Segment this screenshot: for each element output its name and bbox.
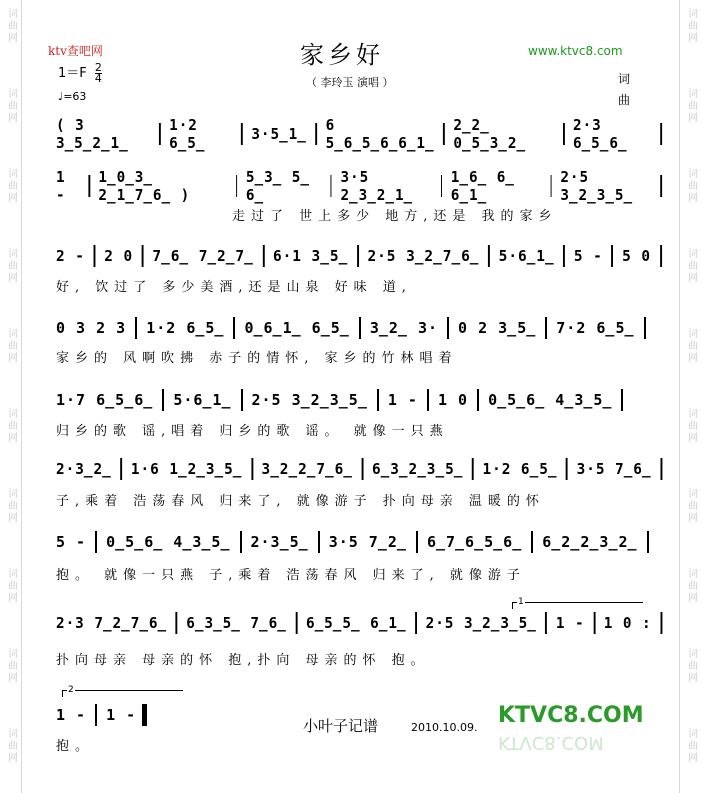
measure: 7̲6̲ 7̲2̲7̲ [152, 247, 254, 265]
watermark-text: 词曲网 [5, 168, 17, 204]
watermark-text: 词曲网 [5, 568, 17, 604]
lyric-line: 抱。 就像一只燕 子,乘着 浩荡春风 归来了, 就像游子 [56, 568, 526, 583]
measure: 5̲3̲ 5̲ 6̲ [245, 168, 310, 204]
barline [359, 317, 361, 339]
lyricist-label: 词 [618, 72, 631, 86]
barline [441, 175, 443, 197]
measure: 3·5 7̲6̲ [576, 460, 652, 478]
barline [159, 123, 161, 145]
barline [233, 317, 235, 339]
measure: 3·5̲1̲ [251, 125, 307, 143]
measure: 2·5 3̲2̲3̲5̲ [425, 614, 537, 632]
measure: 3̲2̲2̲7̲6̲ [261, 460, 353, 478]
key-label: 1＝F [58, 66, 87, 81]
measure: 2·5 3̲2̲3̲5̲ [251, 391, 368, 409]
measure: 1·2 6̲5̲ [146, 319, 225, 337]
measure: 2 0 [104, 247, 134, 265]
measure: 3̲2̲ 3· [369, 319, 439, 337]
lyric-line: 家乡的 风啊吹拂 赤子的情怀, 家乡的竹林唱着 [56, 351, 458, 366]
site-logo: KTVC8.COM [498, 703, 644, 728]
barline [611, 245, 613, 267]
watermark-text: 词曲网 [685, 408, 697, 444]
barline [488, 245, 490, 267]
measure: 1·7 6̲5̲6̲ [56, 391, 154, 409]
measure: 1·2 6̲5̲ [482, 460, 558, 478]
measure: 2·3 7̲2̲7̲6̲ [56, 614, 168, 632]
measure: 1 - [106, 706, 137, 724]
watermark-text: 词曲网 [5, 488, 17, 524]
barline [447, 317, 449, 339]
measure: 0 3 2 3 [56, 319, 127, 337]
measure: 1·2 6̲5̲ [169, 116, 206, 152]
measure: 3·5 7̲2̲ [328, 533, 407, 551]
barline [95, 531, 97, 553]
measure: 1 0 : [603, 614, 652, 632]
site-logo-reflection: KTVC8.COM [498, 732, 604, 753]
time-signature [95, 63, 102, 84]
measure: 6 5̲6̲5̲6̲6̲1̲ [325, 116, 435, 152]
second-ending-bracket [62, 685, 183, 697]
notation-row [56, 168, 671, 204]
watermark-text: 词曲网 [5, 408, 17, 444]
barline [315, 123, 317, 145]
measure: 0̲5̲6̲ 4̲3̲5̲ [106, 533, 231, 551]
barline [621, 389, 623, 411]
barline [142, 704, 147, 726]
transcriber-credit: 小叶子记谱 [303, 717, 379, 735]
barline [295, 612, 297, 634]
notation-row [56, 611, 671, 635]
watermark-text: 词曲网 [685, 728, 697, 764]
right-watermark-column [679, 0, 701, 793]
measure: 2·3̲5̲ [250, 533, 309, 551]
barline [318, 531, 320, 553]
source-site-label: ktv查吧网 [48, 44, 103, 58]
measure: 1 0 [437, 391, 469, 409]
barline [563, 123, 565, 145]
barline [176, 612, 178, 634]
barline [566, 458, 568, 480]
measure: 6̲2̲2̲3̲2̲ [542, 533, 638, 551]
barline [443, 123, 445, 145]
notation-row [56, 388, 632, 412]
barline [94, 245, 96, 267]
transcription-date: 2010.10.09. [411, 721, 478, 734]
measure: 1 - [56, 706, 87, 724]
barline [88, 175, 90, 197]
watermark-text: 词曲网 [685, 488, 697, 524]
barline [240, 531, 242, 553]
barline [563, 245, 565, 267]
barline [593, 612, 595, 634]
website-url[interactable]: www.ktvc8.com [528, 44, 623, 58]
lyric-line: 子,乘着 浩荡春风 归来了, 就像游子 扑向母亲 温暖的怀 [56, 494, 545, 509]
measure: 3·5 2̲3̲2̲1̲ [340, 168, 414, 204]
barline [162, 389, 164, 411]
barline [357, 245, 359, 267]
measure: 5·6̲1̲ [498, 247, 555, 265]
measure: 2·5 3̲2̲7̲6̲ [367, 247, 480, 265]
measure: 1̲0̲3̲ 2̲1̲7̲6̲ ) [98, 168, 191, 204]
barline [95, 704, 97, 726]
measure: 6̲7̲6̲5̲6̲ [426, 533, 523, 551]
measure: 5 - [56, 533, 87, 551]
measure: 5 - [573, 247, 603, 265]
measure: ( 3 3̲5̲2̲1̲ [56, 116, 129, 152]
second-ending-number: 2 [68, 685, 74, 695]
lyric-line: 走过了 世上多少 地方,还是 我的家乡 [232, 209, 558, 224]
measure: 1·6 1̲2̲3̲5̲ [130, 460, 243, 478]
notation-row [56, 703, 147, 727]
measure: 1̲6̲ 6̲ 6̲1̲ [450, 168, 515, 204]
lyric-line: 扑向母亲 母亲的怀 抱,扑向 母亲的怀 抱。 [56, 653, 430, 668]
left-watermark-column [0, 0, 22, 793]
measure: 0̲6̲1̲ 6̲5̲ [244, 319, 350, 337]
barline [660, 612, 662, 634]
barline [241, 389, 243, 411]
meter-bottom: 4 [94, 72, 102, 85]
meter-top: 2 [94, 61, 102, 74]
key-signature [58, 62, 102, 84]
measure: 5·6̲1̲ [173, 391, 232, 409]
watermark-text: 词曲网 [685, 328, 697, 364]
barline [550, 175, 552, 197]
measure: 7·2 6̲5̲ [556, 319, 635, 337]
watermark-text: 词曲网 [685, 168, 697, 204]
measure: 2 - [56, 247, 85, 265]
barline [644, 317, 646, 339]
barline [262, 245, 264, 267]
watermark-text: 词曲网 [5, 248, 17, 284]
barline [661, 175, 663, 197]
notation-row [56, 457, 671, 481]
measure: 5 0 [622, 247, 652, 265]
barline [120, 458, 122, 480]
barline [660, 458, 662, 480]
barline [415, 612, 417, 634]
barline [545, 612, 547, 634]
measure: 6̲3̲5̲ 7̲6̲ [186, 614, 287, 632]
watermark-text: 词曲网 [5, 88, 17, 124]
measure: 2̲2̲ 0̲5̲3̲2̲ [453, 116, 527, 152]
barline [377, 389, 379, 411]
barline [660, 123, 662, 145]
watermark-text: 词曲网 [685, 248, 697, 284]
barline [251, 458, 253, 480]
barline [416, 531, 418, 553]
measure: 2·3 6̲5̲6̲ [573, 116, 628, 152]
barline [241, 123, 243, 145]
first-ending-bracket [512, 597, 643, 609]
watermark-text: 词曲网 [685, 88, 697, 124]
barline [472, 458, 474, 480]
barline [477, 389, 479, 411]
notation-row [56, 316, 655, 340]
barline [236, 175, 238, 197]
measure: 2·5 3̲2̲3̲5̲ [560, 168, 634, 204]
measure: 1 - [387, 391, 418, 409]
barline [330, 175, 332, 197]
tempo-marking: ♩=63 [58, 90, 87, 103]
barline [427, 389, 429, 411]
watermark-text: 词曲网 [5, 8, 17, 44]
barline [142, 245, 144, 267]
measure: 0 2 3̲5̲ [458, 319, 537, 337]
measure: 6̲3̲2̲3̲5̲ [372, 460, 464, 478]
measure: 6·1 3̲5̲ [272, 247, 349, 265]
singer-credit: （ 李玲玉 演唱 ） [306, 76, 394, 89]
barline [545, 317, 547, 339]
watermark-text: 词曲网 [5, 728, 17, 764]
notation-row [56, 116, 671, 152]
lyric-line: 好, 饮过了 多少美酒,还是山泉 好味 道, [56, 280, 412, 295]
watermark-text: 词曲网 [5, 648, 17, 684]
song-title: 家乡好 [300, 41, 384, 69]
barline [660, 245, 662, 267]
composer-label: 曲 [618, 93, 631, 107]
watermark-text: 词曲网 [685, 568, 697, 604]
measure: 1 - [555, 614, 585, 632]
watermark-text: 词曲网 [685, 8, 697, 44]
measure: 0̲5̲6̲ 4̲3̲5̲ [488, 391, 613, 409]
barline [361, 458, 363, 480]
measure: 6̲5̲5̲ 6̲1̲ [305, 614, 407, 632]
barline [135, 317, 137, 339]
lyric-line: 归乡的歌 谣,唱着 归乡的歌 谣。 就像一只燕 [56, 424, 449, 439]
watermark-text: 词曲网 [685, 648, 697, 684]
first-ending-number: 1 [518, 597, 524, 607]
lyric-line: 抱。 [56, 739, 95, 754]
measure: 2·3̲2̲ [56, 460, 112, 478]
notation-row [56, 530, 658, 554]
measure: 1 - [56, 168, 66, 204]
barline [647, 531, 649, 553]
notation-row [56, 244, 670, 268]
watermark-text: 词曲网 [5, 328, 17, 364]
barline [531, 531, 533, 553]
